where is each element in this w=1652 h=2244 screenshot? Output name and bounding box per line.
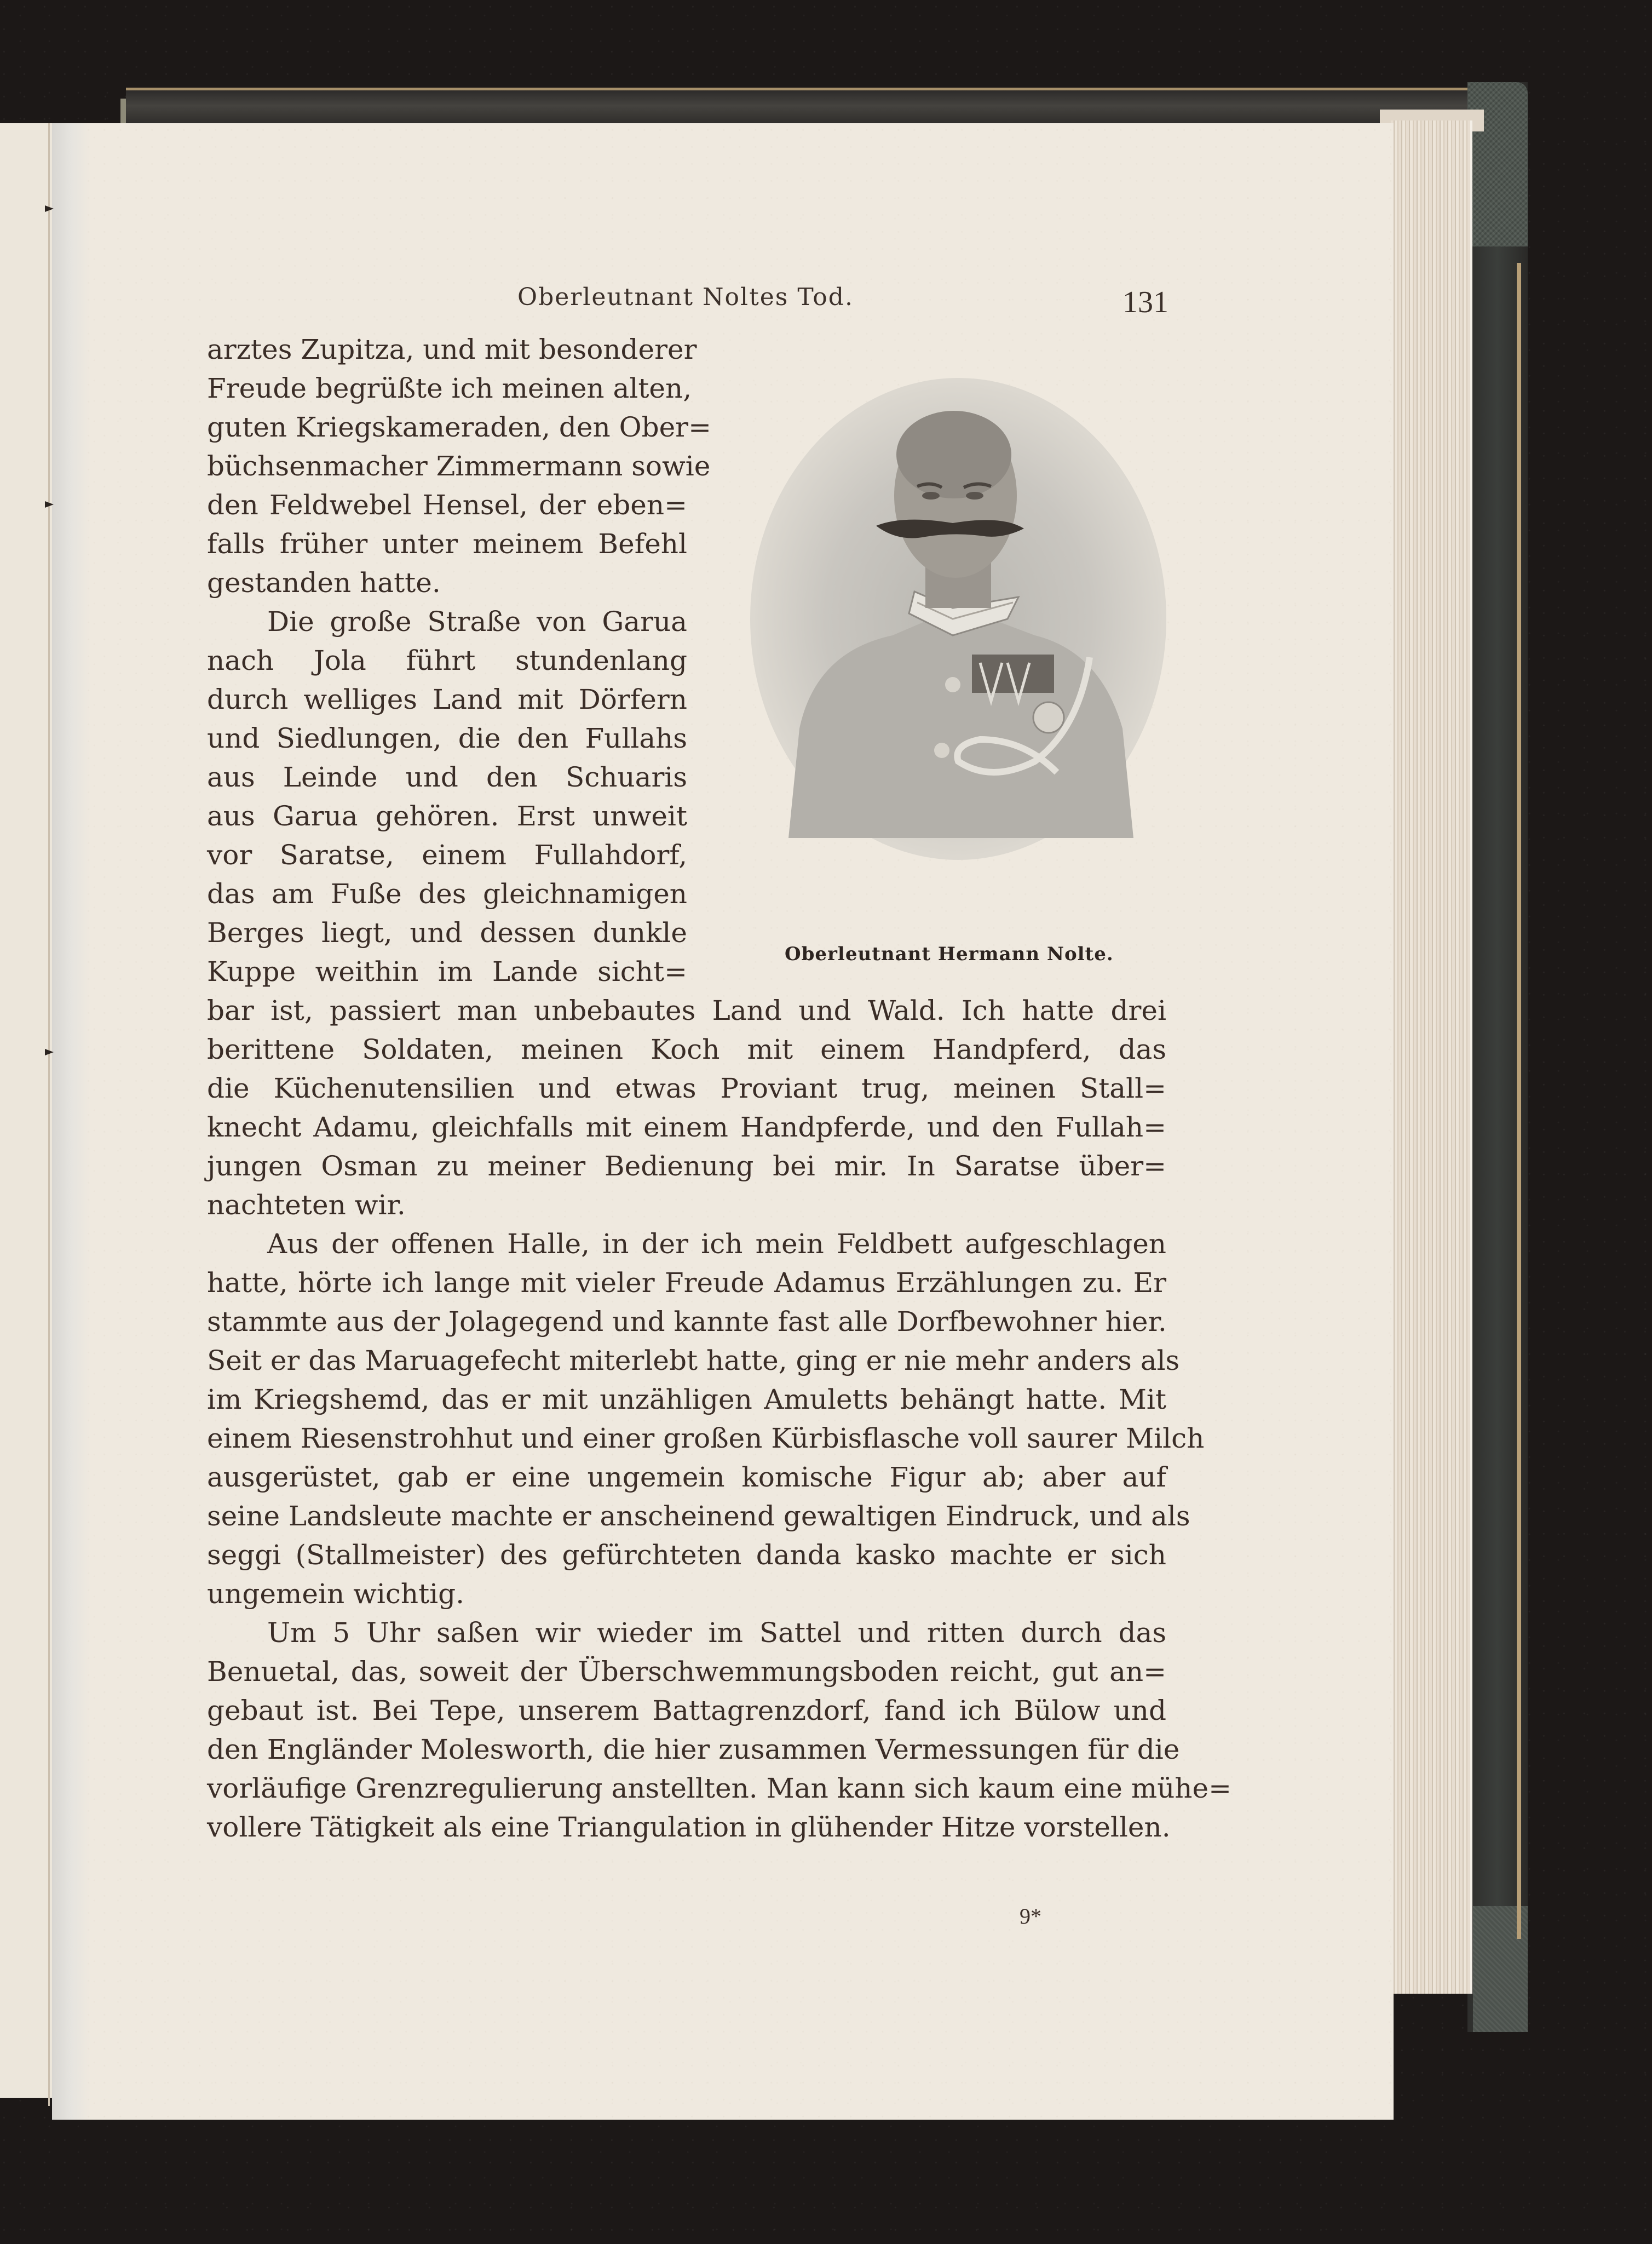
facing-page-edge bbox=[0, 123, 52, 2098]
text-line: bar ist, passiert man unbebautes Land und Wald. Ich hatte drei bbox=[207, 995, 1166, 1026]
text-line: nach Jola führt stundenlang bbox=[207, 645, 687, 676]
text-line: falls früher unter meinem Befehl bbox=[207, 528, 687, 560]
text-line: das am Fuße des gleichnamigen bbox=[207, 878, 687, 910]
text-line: Seit er das Maruagefecht miterlebt hatte, ging er nie mehr anders als bbox=[207, 1345, 1180, 1376]
text-line: Aus der offenen Halle, in der ich mein Feldbett aufgeschlagen bbox=[267, 1228, 1166, 1260]
text-line: gestanden hatte. bbox=[207, 567, 441, 599]
text-line: arztes Zupitza, und mit besonderer bbox=[207, 334, 697, 365]
text-line: jungen Osman zu meiner Bedienung bei mir. In Saratse über= bbox=[207, 1150, 1166, 1182]
book-cover-cloth-top bbox=[1467, 82, 1528, 246]
text-line: ausgerüstet, gab er eine ungemein komische Figur ab; aber auf bbox=[207, 1461, 1166, 1493]
text-line: nachteten wir. bbox=[207, 1189, 406, 1221]
text-line: vorläufige Grenzregulierung anstellten. Man kann sich kaum eine mühe= bbox=[207, 1772, 1231, 1804]
text-line: den Engländer Molesworth, die hier zusammen Vermessungen für die bbox=[207, 1734, 1180, 1765]
text-line: büchsenmacher Zimmermann sowie bbox=[207, 450, 711, 482]
gutter-fold bbox=[48, 123, 50, 2106]
text-line: Freude begrüßte ich meinen alten, bbox=[207, 372, 692, 404]
text-line: die Küchenutensilien und etwas Proviant trug, meinen Stall= bbox=[207, 1072, 1166, 1104]
text-line: seggi (Stallmeister) des gefürchteten danda kasko machte er sich bbox=[207, 1539, 1166, 1571]
book-cover-top-edge bbox=[126, 88, 1528, 129]
officer-portrait-icon bbox=[750, 378, 1166, 860]
text-line: guten Kriegskameraden, den Ober= bbox=[207, 411, 711, 443]
text-line: und Siedlungen, die den Fullahs bbox=[207, 722, 687, 754]
gutter-shadow bbox=[52, 123, 90, 2120]
portrait-figure bbox=[750, 378, 1166, 860]
text-line: vollere Tätigkeit als eine Triangulation in glühender Hitze vorstellen. bbox=[207, 1811, 1171, 1843]
text-line: Um 5 Uhr saßen wir wieder im Sattel und ritten durch das bbox=[267, 1617, 1166, 1649]
text-line: aus Leinde und den Schuaris bbox=[207, 761, 687, 793]
text-line: gebaut ist. Bei Tepe, unserem Battagrenzdorf, fand ich Bülow und bbox=[207, 1695, 1166, 1726]
book-cover-board-edge bbox=[1517, 263, 1521, 1939]
text-line: Berges liegt, und dessen dunkle bbox=[207, 917, 687, 949]
figure-caption: Oberleutnant Hermann Nolte. bbox=[785, 943, 1114, 965]
text-line: den Feldwebel Hensel, der eben= bbox=[207, 489, 687, 521]
text-line: Die große Straße von Garua bbox=[267, 606, 687, 638]
text-line: hatte, hörte ich lange mit vieler Freude Adamus Erzählungen zu. Er bbox=[207, 1267, 1166, 1299]
text-line: seine Landsleute machte er anscheinend gewaltigen Eindruck, und als bbox=[207, 1500, 1190, 1532]
text-line: vor Saratse, einem Fullahdorf, bbox=[207, 839, 687, 871]
page-number: 131 bbox=[1123, 285, 1169, 319]
text-line: im Kriegshemd, das er mit unzähligen Amuletts behängt hatte. Mit bbox=[207, 1384, 1166, 1415]
text-line: knecht Adamu, gleichfalls mit einem Handpferde, und den Fullah= bbox=[207, 1111, 1166, 1143]
text-line: durch welliges Land mit Dörfern bbox=[207, 684, 687, 715]
text-line: stammte aus der Jolagegend und kannte fast alle Dorfbewohner hier. bbox=[207, 1306, 1167, 1338]
text-line: berittene Soldaten, meinen Koch mit einem Handpferd, das bbox=[207, 1034, 1166, 1065]
signature-mark: 9* bbox=[1020, 1904, 1041, 1929]
text-line: Kuppe weithin im Lande sicht= bbox=[207, 956, 687, 988]
text-line: ungemein wichtig. bbox=[207, 1578, 465, 1610]
running-head: Oberleutnant Noltes Tod. bbox=[517, 283, 854, 311]
page-block-fore-edge bbox=[1391, 120, 1472, 1994]
text-line: Benuetal, das, soweit der Überschwemmungsboden reicht, gut an= bbox=[207, 1656, 1166, 1688]
text-line: einem Riesenstrohhut und einer großen Kürbisflasche voll saurer Milch bbox=[207, 1422, 1205, 1454]
text-line: aus Garua gehören. Erst unweit bbox=[207, 800, 687, 832]
